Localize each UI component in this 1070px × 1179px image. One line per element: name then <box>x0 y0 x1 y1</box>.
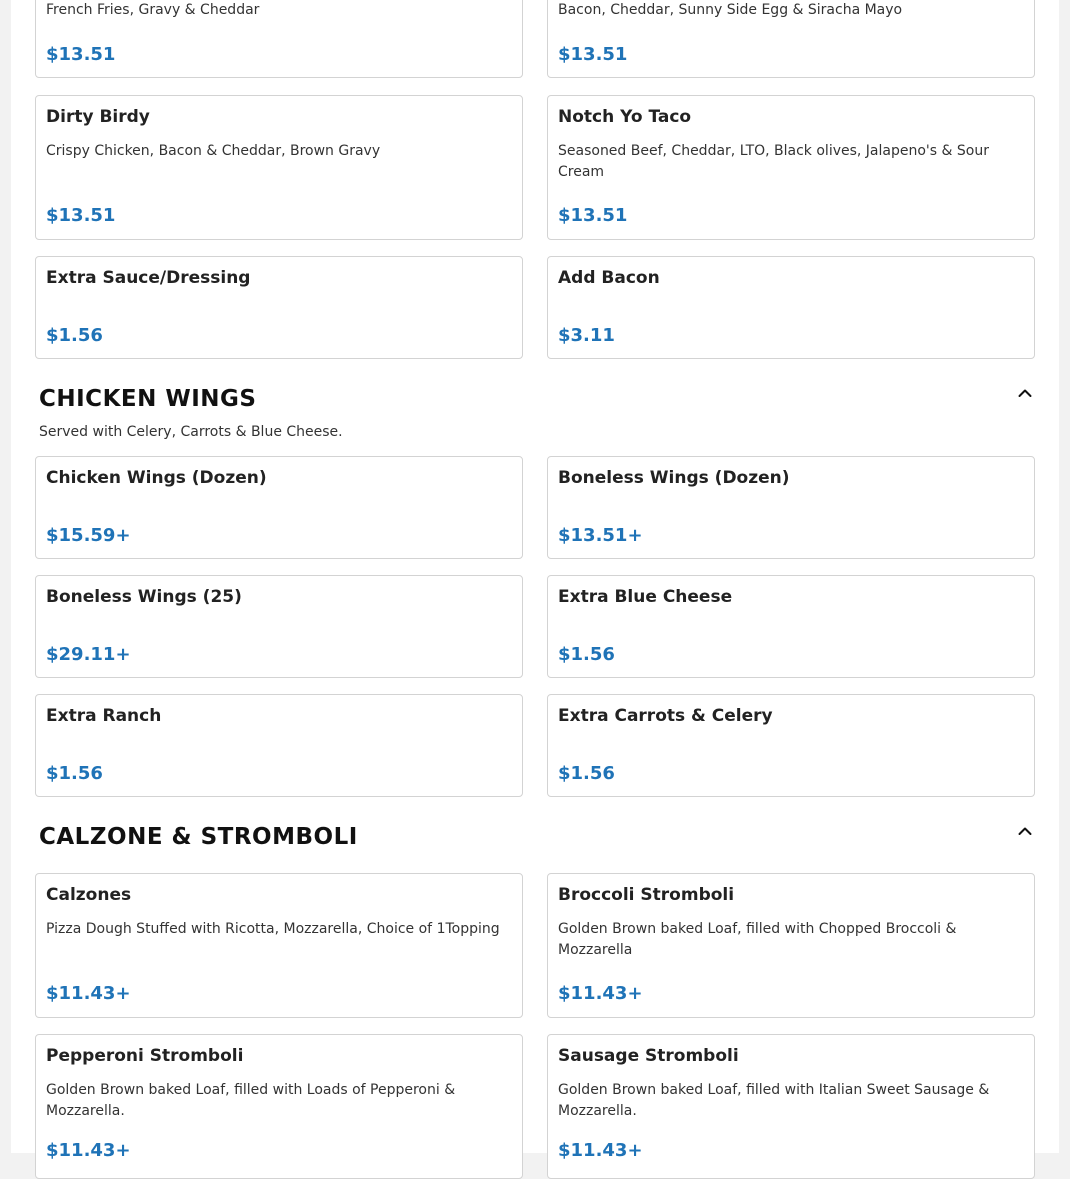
menu-item-card[interactable] <box>35 456 523 559</box>
menu-item-description: Golden Brown baked Loaf, filled with Italian Sweet Sausage & Mozzarella. <box>558 1082 990 1119</box>
menu-item-price: $11.43+ <box>46 983 131 1004</box>
menu-item-name: Boneless Wings (25) <box>46 587 242 607</box>
menu-item-description: Crispy Chicken, Bacon & Cheddar, Brown Gravy <box>46 143 381 159</box>
menu-item-description: Seasoned Beef, Cheddar, LTO, Black olives, Jalapeno's & Sour Cream <box>558 143 989 180</box>
menu-item-name: Add Bacon <box>558 268 660 288</box>
menu-item-name: Calzones <box>46 885 132 905</box>
menu-item-price: $3.11 <box>558 325 615 346</box>
menu-item-card[interactable] <box>35 873 523 1018</box>
menu-item-name: Extra Carrots & Celery <box>558 706 773 726</box>
menu-item-price: $13.51 <box>46 205 116 226</box>
menu-item-name: Broccoli Stromboli <box>558 885 735 905</box>
menu-item-name: Sausage Stromboli <box>558 1046 739 1066</box>
menu-item-card[interactable] <box>547 1034 1035 1179</box>
menu-item-name: Extra Blue Cheese <box>558 587 733 607</box>
menu-item-price: $13.51+ <box>558 525 643 546</box>
menu-item-card[interactable] <box>35 1034 523 1179</box>
section-description: Served with Celery, Carrots & Blue Cheese. <box>39 424 343 440</box>
menu-item-description: Golden Brown baked Loaf, filled with Chopped Broccoli & Mozzarella <box>558 921 957 958</box>
section-title: CALZONE & STROMBOLI <box>39 824 358 850</box>
menu-item-name: Boneless Wings (Dozen) <box>558 468 790 488</box>
menu-item-price: $29.11+ <box>46 644 131 665</box>
menu-item-card[interactable] <box>547 694 1035 797</box>
menu-item-description: Pizza Dough Stuffed with Ricotta, Mozzarella, Choice of 1Topping <box>46 921 500 937</box>
menu-item-price: $1.56 <box>558 763 615 784</box>
menu-item-price: $13.51 <box>46 44 116 65</box>
menu-item-card[interactable] <box>547 95 1035 240</box>
menu-item-card[interactable] <box>547 0 1035 78</box>
menu-item-description: Golden Brown baked Loaf, filled with Loads of Pepperoni & Mozzarella. <box>46 1082 456 1119</box>
menu-item-name: Extra Ranch <box>46 706 162 726</box>
menu-item-name: Notch Yo Taco <box>558 107 692 127</box>
menu-item-price: $11.43+ <box>46 1140 131 1161</box>
menu-page <box>11 0 1059 1161</box>
menu-item-card[interactable] <box>35 575 523 678</box>
menu-item-description: French Fries, Gravy & Cheddar <box>46 2 260 18</box>
menu-item-price: $11.43+ <box>558 983 643 1004</box>
section-title: CHICKEN WINGS <box>39 386 257 412</box>
menu-item-name: Pepperoni Stromboli <box>46 1046 244 1066</box>
menu-item-price: $1.56 <box>46 763 103 784</box>
menu-item-card[interactable] <box>547 873 1035 1018</box>
menu-item-card[interactable] <box>35 694 523 797</box>
menu-item-card[interactable] <box>35 256 523 359</box>
menu-item-price: $1.56 <box>558 644 615 665</box>
menu-item-price: $15.59+ <box>46 525 131 546</box>
chevron-up-icon[interactable] <box>1017 823 1033 839</box>
menu-item-card[interactable] <box>547 456 1035 559</box>
menu-item-price: $1.56 <box>46 325 103 346</box>
chevron-up-icon[interactable] <box>1017 385 1033 401</box>
menu-item-price: $13.51 <box>558 44 628 65</box>
menu-item-card[interactable] <box>547 256 1035 359</box>
menu-item-name: Extra Sauce/Dressing <box>46 268 251 288</box>
menu-item-card[interactable] <box>35 95 523 240</box>
menu-item-name: Dirty Birdy <box>46 107 150 127</box>
menu-item-description: Bacon, Cheddar, Sunny Side Egg & Siracha Mayo <box>558 2 903 18</box>
menu-item-name: Chicken Wings (Dozen) <box>46 468 267 488</box>
menu-item-card[interactable] <box>35 0 523 78</box>
menu-item-price: $11.43+ <box>558 1140 643 1161</box>
menu-item-card[interactable] <box>547 575 1035 678</box>
menu-item-price: $13.51 <box>558 205 628 226</box>
